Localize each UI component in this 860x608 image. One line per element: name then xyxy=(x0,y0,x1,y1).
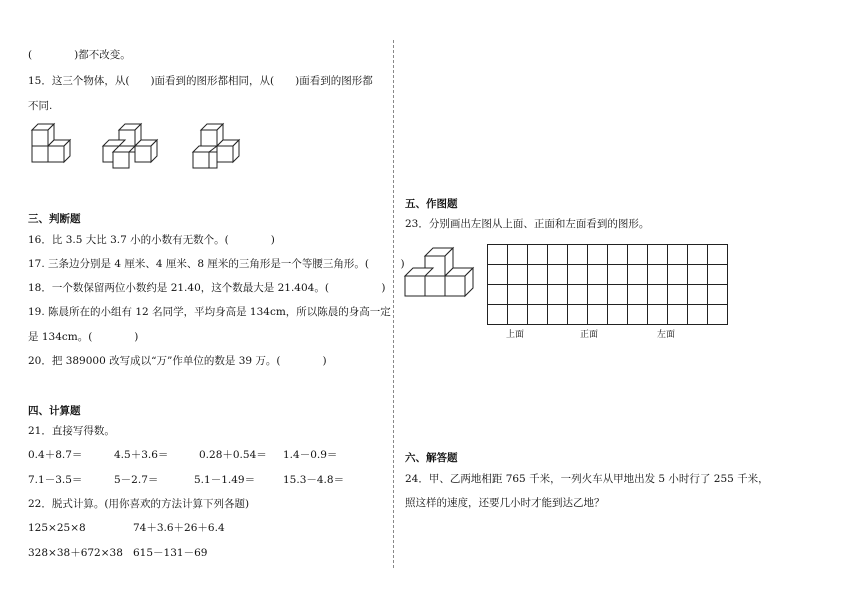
q22: 22．脱式计算。(用你喜欢的方法计算下列各题) xyxy=(28,498,250,510)
grid-cell[interactable] xyxy=(548,265,568,285)
column-divider xyxy=(393,40,394,568)
grid-cell[interactable] xyxy=(668,265,688,285)
grid-cell[interactable] xyxy=(528,245,548,265)
grid-cell[interactable] xyxy=(648,265,668,285)
grid-cell[interactable] xyxy=(608,285,628,305)
grid-cell[interactable] xyxy=(548,305,568,325)
calc-item: 0.4＋8.7＝ xyxy=(28,449,83,461)
grid-cell[interactable] xyxy=(648,305,668,325)
grid-cell[interactable] xyxy=(708,245,728,265)
grid-cell[interactable] xyxy=(668,245,688,265)
calc-item: 5.1－1.49＝ xyxy=(194,474,256,486)
grid-cell[interactable] xyxy=(628,265,648,285)
grid-cell[interactable] xyxy=(508,245,528,265)
grid-label-front: 正面 xyxy=(580,330,599,340)
grid-label-top: 上面 xyxy=(506,330,525,340)
grid-cell[interactable] xyxy=(688,285,708,305)
calc-item: 74＋3.6＋26＋6.4 xyxy=(133,522,225,534)
cube-figure-1 xyxy=(28,118,78,174)
grid-cell[interactable] xyxy=(608,245,628,265)
grid-cell[interactable] xyxy=(508,265,528,285)
q19-line2: 是 134cm。( ) xyxy=(28,331,139,343)
cube-figure-2 xyxy=(101,118,165,174)
grid-cell[interactable] xyxy=(488,285,508,305)
q15-line2: 不同. xyxy=(28,100,53,112)
grid-cell[interactable] xyxy=(508,305,528,325)
calc-item: 1.4－0.9＝ xyxy=(283,449,338,461)
grid-cell[interactable] xyxy=(548,285,568,305)
q14-tail: ( )都不改变。 xyxy=(28,49,131,61)
section-4-title: 四、计算题 xyxy=(28,405,81,417)
calc-item: 125×25×8 xyxy=(28,522,86,534)
q20: 20．把 389000 改写成以“万”作单位的数是 39 万。( ) xyxy=(28,355,327,367)
cube-figure-q23 xyxy=(405,244,485,300)
grid-cell[interactable] xyxy=(588,305,608,325)
calc-item: 615－131－69 xyxy=(133,547,208,559)
grid-cell[interactable] xyxy=(568,285,588,305)
grid-cell[interactable] xyxy=(608,265,628,285)
grid-cell[interactable] xyxy=(588,265,608,285)
grid-cell[interactable] xyxy=(588,285,608,305)
q23: 23．分别画出左图从上面、正面和左面看到的图形。 xyxy=(405,218,650,230)
grid-cell[interactable] xyxy=(628,305,648,325)
grid-cell[interactable] xyxy=(568,245,588,265)
q24-line1: 24．甲、乙两地相距 765 千米，一列火车从甲地出发 5 小时行了 255 千米， xyxy=(405,473,769,485)
grid-cell[interactable] xyxy=(688,305,708,325)
grid-label-left: 左面 xyxy=(657,330,676,340)
grid-cell[interactable] xyxy=(708,305,728,325)
q19-line1: 19. 陈晨所在的小组有 12 名同学，平均身高是 134cm，所以陈晨的身高一定 xyxy=(28,306,391,318)
grid-cell[interactable] xyxy=(708,265,728,285)
grid-cell[interactable] xyxy=(568,305,588,325)
calc-item: 7.1－3.5＝ xyxy=(28,474,83,486)
calc-item: 4.5＋3.6＝ xyxy=(114,449,169,461)
q15-line1: 15．这三个物体，从( )面看到的图形都相同，从( )面看到的图形都 xyxy=(28,75,373,87)
grid-cell[interactable] xyxy=(588,245,608,265)
grid-cell[interactable] xyxy=(608,305,628,325)
section-6-title: 六、解答题 xyxy=(405,452,458,464)
q21: 21．直接写得数。 xyxy=(28,425,115,437)
grid-cell[interactable] xyxy=(688,265,708,285)
grid-cell[interactable] xyxy=(568,265,588,285)
grid-cell[interactable] xyxy=(488,265,508,285)
calc-item: 5－2.7＝ xyxy=(114,474,159,486)
section-3-title: 三、判断题 xyxy=(28,213,81,225)
grid-cell[interactable] xyxy=(628,245,648,265)
cube-figure-3 xyxy=(189,118,245,174)
calc-item: 15.3－4.8＝ xyxy=(283,474,345,486)
calc-item: 0.28＋0.54＝ xyxy=(199,449,267,461)
drawing-grid[interactable] xyxy=(487,244,727,324)
grid-cell[interactable] xyxy=(488,305,508,325)
grid-cell[interactable] xyxy=(688,245,708,265)
grid-cell[interactable] xyxy=(548,245,568,265)
section-5-title: 五、作图题 xyxy=(405,198,458,210)
q17: 17. 三条边分别是 4 厘米、4 厘米、8 厘米的三角形是一个等腰三角形。( ) xyxy=(28,258,405,270)
grid-cell[interactable] xyxy=(668,305,688,325)
q18: 18．一个数保留两位小数约是 21.40，这个数最大是 21.404。( ) xyxy=(28,282,386,294)
grid-cell[interactable] xyxy=(528,305,548,325)
q24-line2: 照这样的速度，还要几小时才能到达乙地？ xyxy=(405,497,605,509)
grid-cell[interactable] xyxy=(648,285,668,305)
grid-cell[interactable] xyxy=(708,285,728,305)
q16: 16．比 3.5 大比 3.7 小的小数有无数个。( ) xyxy=(28,234,275,246)
grid-cell[interactable] xyxy=(488,245,508,265)
grid-cell[interactable] xyxy=(528,265,548,285)
grid-cell[interactable] xyxy=(528,285,548,305)
grid-cell[interactable] xyxy=(628,285,648,305)
grid-cell[interactable] xyxy=(508,285,528,305)
grid-cell[interactable] xyxy=(668,285,688,305)
calc-item: 328×38＋672×38 xyxy=(28,547,123,559)
grid-cell[interactable] xyxy=(648,245,668,265)
